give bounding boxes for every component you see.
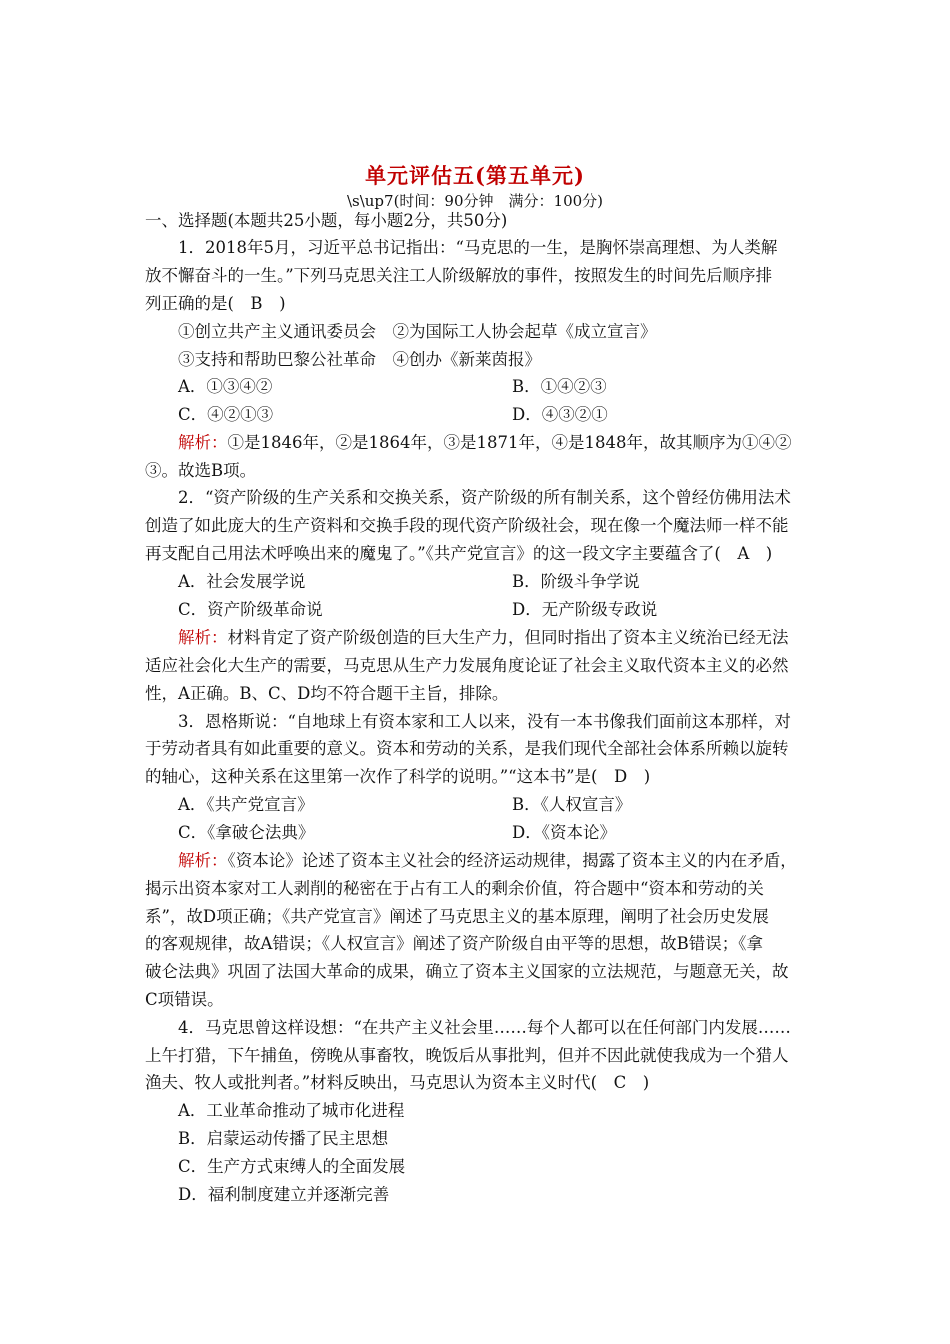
question-3-option-b: B．《人权宣言》 xyxy=(512,795,632,814)
question-4-option-c: C．生产方式束缚人的全面发展 xyxy=(178,1157,406,1176)
question-1-line-3: 列正确的是( B ) xyxy=(145,294,286,313)
question-3-explanation-line-5: 破仑法典》巩固了法国大革命的成果，确立了资本主义国家的立法规范，与题意无关，故 xyxy=(145,962,789,981)
question-4-line-2: 上午打猎，下午捕鱼，傍晚从事畜牧，晚饭后从事批判，但并不因此就使我成为一个猎人 xyxy=(145,1046,789,1065)
explanation-text: ①是1846年，②是1864年，③是1871年，④是1848年，故其顺序为①④② xyxy=(227,433,792,452)
question-3-option-a: A．《共产党宣言》 xyxy=(178,795,314,814)
question-2-explanation-line-2: 适应社会化大生产的需要，马克思从生产力发展角度论证了社会主义取代资本主义的必然 xyxy=(145,656,789,675)
question-4-line-1: 4．马克思曾这样设想：“在共产主义社会里……每个人都可以在任何部门内发展…… xyxy=(178,1018,791,1037)
question-3-line-1: 3．恩格斯说：“自地球上有资本家和工人以来，没有一本书像我们面前这本那样，对 xyxy=(178,712,791,731)
question-3-explanation-line-6: C项错误。 xyxy=(145,990,224,1009)
page-title: 单元评估五(第五单元) xyxy=(365,163,585,188)
explanation-text: 《资本论》论述了资本主义社会的经济运动规律，揭露了资本主义的内在矛盾， xyxy=(227,851,797,870)
question-2-explanation-line-1 xyxy=(178,628,789,648)
question-2-option-c: C．资产阶级革命说 xyxy=(178,600,323,619)
explanation-label: 解析： xyxy=(178,628,228,647)
section-heading: 一、选择题(本题共25小题，每小题2分，共50分) xyxy=(145,211,508,230)
question-3-explanation-line-3: 系”，故D项正确；《共产党宣言》阐述了马克思主义的基本原理，阐明了社会历史发展 xyxy=(145,907,769,926)
question-1-line-1: 1．2018年5月，习近平总书记指出：“马克思的一生，是胸怀崇高理想、为人类解 xyxy=(178,238,778,257)
question-2-option-a: A．社会发展学说 xyxy=(178,572,306,591)
question-1-option-c: C．④②①③ xyxy=(178,405,274,424)
question-2-line-3: 再支配自己用法术呼唤出来的魔鬼了。”《共产党宣言》的这一段文字主要蕴含了( A ) xyxy=(145,544,773,563)
explanation-label: 解析： xyxy=(178,851,228,870)
question-3-line-2: 于劳动者具有如此重要的意义。资本和劳动的关系，是我们现代全部社会体系所赖以旋转 xyxy=(145,739,789,758)
question-4-line-3: 渔夫、牧人或批判者。”材料反映出，马克思认为资本主义时代( C ) xyxy=(145,1073,650,1092)
explanation-label: 解析： xyxy=(178,433,228,452)
question-1-items-2: ③支持和帮助巴黎公社革命 ④创办《新莱茵报》 xyxy=(178,350,541,369)
question-2-option-d: D．无产阶级专政说 xyxy=(512,600,658,619)
page-subtitle: \s\up7(时间：90分钟 满分：100分) xyxy=(346,192,604,210)
question-3-option-c: C．《拿破仑法典》 xyxy=(178,823,315,842)
question-1-explanation-line-1 xyxy=(178,433,791,453)
question-4-option-d: D．福利制度建立并逐渐完善 xyxy=(178,1185,390,1204)
question-1-option-a: A．①③④② xyxy=(178,377,273,396)
question-1-option-b: B．①④②③ xyxy=(512,377,607,396)
question-3-option-d: D．《资本论》 xyxy=(512,823,616,842)
question-4-option-a: A．工业革命推动了城市化进程 xyxy=(178,1101,405,1120)
question-1-option-d: D．④③②① xyxy=(512,405,608,424)
question-2-explanation-line-3: 性，A正确。B、C、D均不符合题干主旨，排除。 xyxy=(145,684,509,703)
question-1-explanation-line-2: ③。故选B项。 xyxy=(145,461,257,480)
question-3-explanation-line-1 xyxy=(178,851,797,871)
question-3-line-3: 的轴心，这种关系在这里第一次作了科学的说明。”“这本书”是( D ) xyxy=(145,767,651,786)
question-3-explanation-line-4: 的客观规律，故A错误；《人权宣言》阐述了资产阶级自由平等的思想，故B错误；《拿 xyxy=(145,934,764,953)
question-4-option-b: B．启蒙运动传播了民主思想 xyxy=(178,1129,389,1148)
question-2-option-b: B．阶级斗争学说 xyxy=(512,572,640,591)
question-2-line-1: 2．“资产阶级的生产关系和交换关系，资产阶级的所有制关系，这个曾经仿佛用法术 xyxy=(178,488,791,507)
question-3-explanation-line-2: 揭示出资本家对工人剥削的秘密在于占有工人的剩余价值，符合题中“资本和劳动的关 xyxy=(145,879,764,898)
question-1-items-1: ①创立共产主义通讯委员会 ②为国际工人协会起草《成立宣言》 xyxy=(178,322,657,341)
question-1-line-2: 放不懈奋斗的一生。”下列马克思关注工人阶级解放的事件，按照发生的时间先后顺序排 xyxy=(145,266,773,285)
explanation-text: 材料肯定了资产阶级创造的巨大生产力，但同时指出了资本主义统治已经无法 xyxy=(227,628,789,647)
question-2-line-2: 创造了如此庞大的生产资料和交换手段的现代资产阶级社会，现在像一个魔法师一样不能 xyxy=(145,516,789,535)
